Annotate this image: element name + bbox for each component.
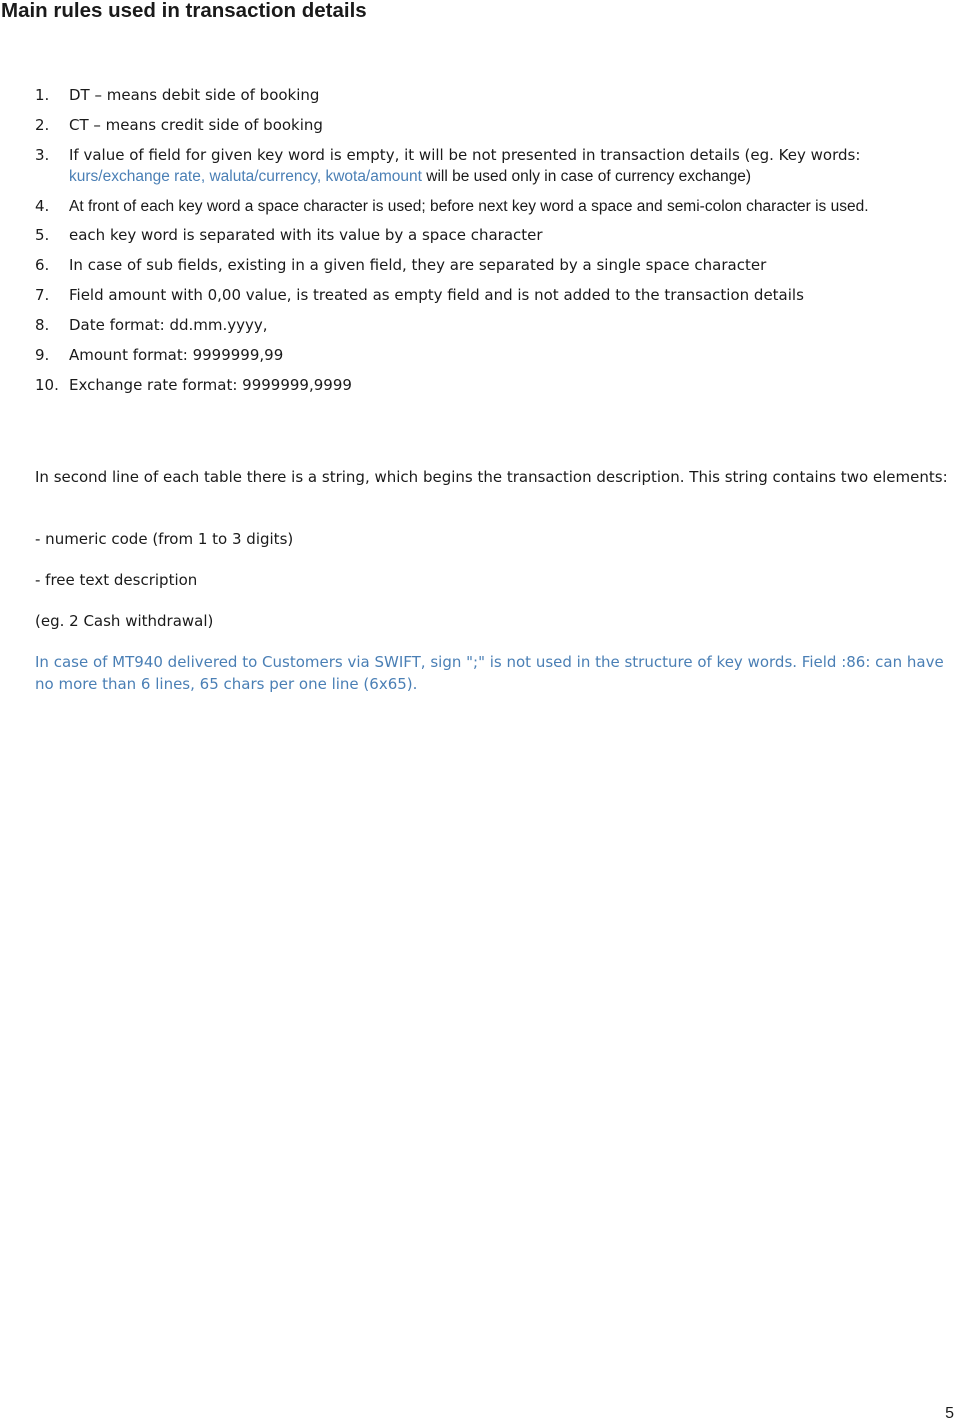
swift-note: In case of MT940 delivered to Customers via SWIFT, sign ";" is not used in the structure of key words. Field :86: can have no more than 6 lines, 65 chars per one line (6x65). [35, 653, 944, 693]
rule-item [35, 345, 940, 366]
rule-text: At front of each key word a space character is used; before next key word a space and semi-colon character is used. [69, 198, 869, 215]
rule-text: each key word is separated with its value by a space character [69, 226, 543, 244]
description-paragraph: In second line of each table there is a string, which begins the transaction description. This string contains two elements: [35, 468, 948, 486]
rule-item [35, 115, 940, 136]
rule-item [35, 375, 940, 396]
rule-item [35, 145, 940, 187]
rule-text-continued: will be used only in case of currency exchange) [421, 168, 752, 185]
rule-item [35, 225, 940, 246]
page-title: Main rules used in transaction details [1, 0, 367, 22]
rule-item [35, 315, 940, 336]
rule-number: 4. [35, 197, 50, 215]
rules-list [35, 85, 940, 396]
rule-text: DT – means debit side of booking [69, 86, 320, 104]
rule-number: 3. [35, 146, 50, 164]
rule-item [35, 196, 940, 217]
rule-number: 2. [35, 116, 50, 134]
rule-item [35, 85, 940, 106]
rule-item [35, 285, 940, 306]
rule-item [35, 255, 940, 276]
rule-text: Amount format: 9999999,99 [69, 346, 284, 364]
rule-number: 9. [35, 346, 50, 364]
rule-text: In case of sub fields, existing in a given field, they are separated by a single space character [69, 256, 767, 274]
page-number: 5 [945, 1405, 954, 1422]
free-text-item: - free text description [35, 571, 198, 589]
rule-number: 8. [35, 316, 50, 334]
rule-number: 1. [35, 86, 50, 104]
key-words-text: kurs/exchange rate, waluta/currency, kwota/amount [69, 168, 422, 185]
rule-number: 5. [35, 226, 50, 244]
example-text: (eg. 2 Cash withdrawal) [35, 612, 214, 630]
rule-text: Exchange rate format: 9999999,9999 [69, 376, 352, 394]
rule-number: 10. [35, 376, 59, 394]
rule-text: CT – means credit side of booking [69, 116, 323, 134]
numeric-code-item: - numeric code (from 1 to 3 digits) [35, 530, 294, 548]
rule-number: 6. [35, 256, 50, 274]
rule-text: Field amount with 0,00 value, is treated as empty field and is not added to the transaction details [69, 286, 804, 304]
rule-text: If value of field for given key word is empty, it will be not presented in transaction details (eg. Key words: [69, 146, 861, 164]
rule-number: 7. [35, 286, 50, 304]
rule-text: Date format: dd.mm.yyyy, [69, 316, 268, 334]
